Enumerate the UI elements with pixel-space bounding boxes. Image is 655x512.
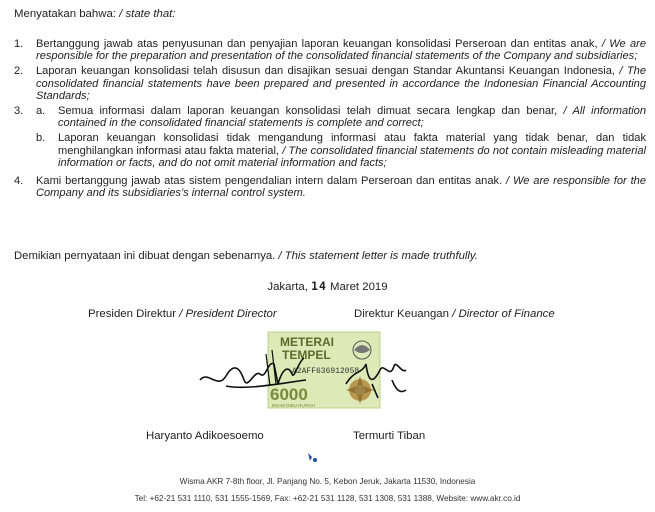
stamp-line2: TEMPEL	[282, 348, 331, 362]
closing-en-text: / This statement letter is made truthfully.	[278, 250, 478, 262]
closing-statement	[14, 250, 478, 262]
sub-item-text	[58, 132, 646, 169]
sub-item-letter: a.	[36, 105, 46, 118]
item-text	[36, 65, 646, 102]
list-item	[14, 38, 646, 62]
sub-item	[36, 132, 646, 169]
item-en-text: / We are responsible for the Company and its subsidiaries’s internal control system.	[36, 175, 646, 200]
stamp-code: A2AFF636912058	[292, 367, 360, 376]
list-item	[14, 175, 646, 199]
list-item	[14, 105, 646, 172]
intro-line	[14, 8, 175, 20]
item-text	[36, 175, 646, 199]
position-director-of-finance	[354, 308, 555, 320]
item-en-text: / The consolidated financial statements have been prepared and presented in accordance the Indonesian Financial Accounting Standards;	[36, 65, 646, 102]
item-en-text: / We are responsible for the preparation and presentation of the consolidated financial statements of the Company and subsidiaries;	[36, 38, 646, 63]
footer-address: Wisma AKR 7-8th floor, Jl. Panjang No. 5, Kebon Jeruk, Jakarta 11530, Indonesia	[179, 477, 476, 486]
stamp-line1: METERAI	[280, 335, 334, 349]
sub-item-id-text: Laporan keuangan konsolidasi tidak mengandung informasi atau fakta material yang tidak benar, dan tidak menghilangkan informasi atau fakta material,	[58, 132, 646, 157]
stamp-sub: ENAM RIBU RUPIAH	[272, 403, 316, 408]
stamp-value: 6000	[270, 385, 308, 404]
item-id-text: Laporan keuangan konsolidasi telah disusun dan disajikan sesuai dengan Standar Akuntansi Keuangan Indonesia,	[36, 65, 615, 78]
list-item	[14, 65, 646, 102]
date-line	[0, 279, 655, 293]
item-number: 1.	[14, 38, 24, 50]
item-text	[36, 38, 646, 62]
date-month-year: Maret 2019	[329, 281, 388, 293]
sub-item-text	[58, 105, 646, 129]
title-en: / Director of Finance	[452, 308, 555, 320]
title-id: Presiden Direktur	[88, 308, 176, 320]
item-number: 3.	[14, 105, 24, 118]
sub-item-en-text: / The consolidated financial statements do not contain misleading material information or facts, and do not omit material information and facts;	[58, 144, 646, 169]
sub-item-id-text: Semua informasi dalam laporan keuangan konsolidasi telah dimuat secara lengkap dan benar,	[58, 105, 558, 118]
item-sublist	[36, 105, 646, 172]
name-president-director: Haryanto Adikoesoemo	[146, 430, 264, 442]
item-number: 2.	[14, 65, 24, 78]
signature-director-of-finance	[346, 364, 406, 398]
intro-id-text: Menyatakan bahwa:	[14, 8, 116, 20]
item-number: 4.	[14, 175, 24, 188]
date-city: Jakarta,	[267, 281, 308, 293]
signatures	[196, 340, 416, 410]
statement-list	[14, 38, 646, 202]
name-director-of-finance: Termurti Tiban	[353, 430, 426, 442]
closing-id-text: Demikian pernyataan ini dibuat dengan sebenarnya.	[14, 250, 276, 262]
position-president-director	[88, 308, 277, 320]
signature-president-director	[200, 358, 306, 387]
footer-contact: Tel: +62-21 531 1110, 531 1555-1569, Fax: +62-21 531 1128, 531 1308, 531 1388, Website: www.akr.co.id	[134, 494, 521, 503]
intro-en-text: / state that:	[119, 8, 176, 20]
item-id-text: Kami bertanggung jawab atas sistem pengendalian intern dalam Perseroan dan entitas anak.	[36, 175, 503, 188]
sub-item-en-text: / All information contained in the consolidated financial statements is complete and correct;	[58, 105, 646, 130]
item-id-text: Bertanggung jawab atas penyusunan dan penyajian laporan keuangan konsolidasi Perseroan dan entitas anak,	[36, 38, 598, 50]
date-day: 14	[311, 279, 327, 293]
title-en: / President Director	[179, 308, 277, 320]
title-id: Direktur Keuangan	[354, 308, 449, 320]
sub-item	[36, 105, 646, 129]
sub-item-letter: b.	[36, 132, 46, 145]
company-logo-icon	[305, 450, 319, 464]
